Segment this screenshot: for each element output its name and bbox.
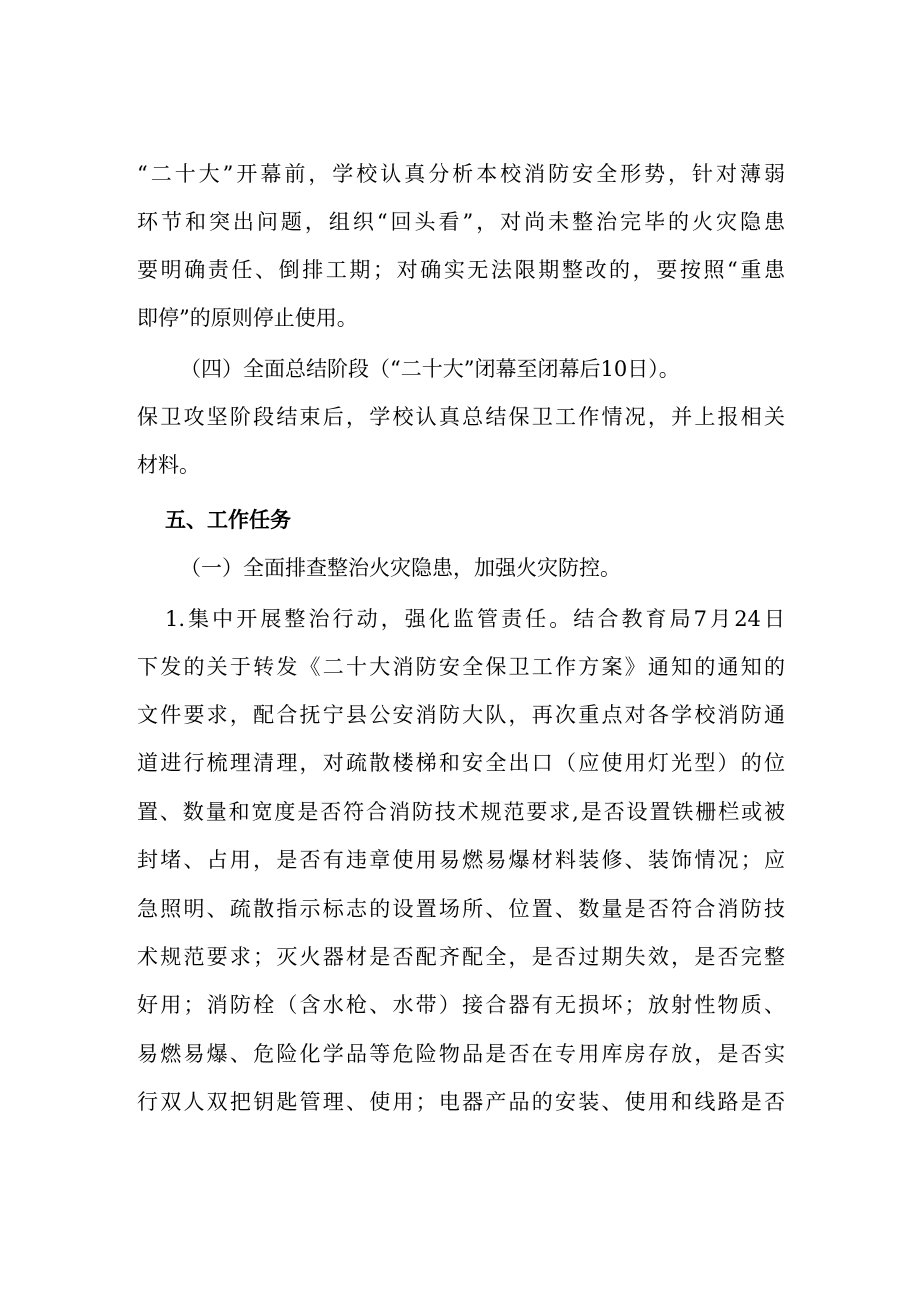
paragraph-line-10: 道进行梳理清理，对疏散楼梯和安全出口（应使用灯光型）的位 — [137, 751, 785, 775]
paragraph-line-13: 急照明、疏散指示标志的设置场所、位置、数量是否符合消防技 — [137, 897, 785, 921]
paragraph-line-9: 文件要求，配合抚宁县公安消防大队，再次重点对各学校消防通 — [137, 703, 785, 727]
paragraph-line-2: 环节和突出问题，组织“回头看”，对尚未整治完毕的火灾隐患 — [137, 210, 785, 234]
section-subheading-1: （一）全面排查整治火灾隐患，加强火灾防控。 — [180, 556, 621, 580]
paragraph-line-14: 术规范要求；灭火器材是否配齐配全，是否过期失效，是否完整 — [137, 945, 785, 969]
paragraph-line-7: 1.集中开展整治行动，强化监管责任。结合教育局7月24日 — [165, 607, 785, 631]
paragraph-line-3: 要明确责任、倒排工期；对确实无法限期整改的，要按照“重患 — [137, 258, 785, 282]
paragraph-line-5: 保卫攻坚阶段结束后，学校认真总结保卫工作情况，并上报相关 — [137, 405, 785, 429]
section-subheading-4: （四）全面总结阶段（“二十大”闭幕至闭幕后10日）。 — [180, 357, 680, 381]
paragraph-line-17: 行双人双把钥匙管理、使用；电器产品的安装、使用和线路是否 — [137, 1090, 785, 1114]
paragraph-line-6: 材料。 — [137, 453, 200, 477]
paragraph-line-8: 下发的关于转发《二十大消防安全保卫工作方案》通知的通知的 — [137, 655, 785, 679]
paragraph-line-11: 置、数量和宽度是否符合消防技术规范要求,是否设置铁栅栏或被 — [137, 800, 785, 824]
section-heading-5: 五、工作任务 — [165, 508, 291, 532]
paragraph-line-16: 易燃易爆、危险化学品等危险物品是否在专用库房存放，是否实 — [137, 1042, 785, 1066]
paragraph-line-15: 好用；消防栓（含水枪、水带）接合器有无损坏；放射性物质、 — [137, 993, 785, 1017]
paragraph-line-1: “二十大”开幕前，学校认真分析本校消防安全形势，针对薄弱 — [137, 162, 785, 186]
paragraph-line-4: 即停”的原则停止使用。 — [137, 306, 358, 330]
paragraph-line-12: 封堵、占用，是否有违章使用易燃易爆材料装修、装饰情况；应 — [137, 848, 785, 872]
